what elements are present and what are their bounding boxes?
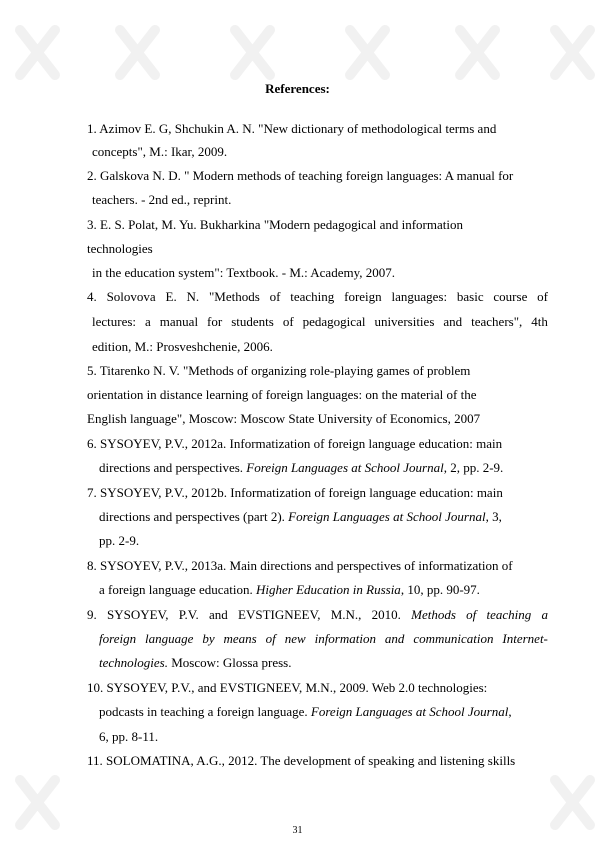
ref-7-line-2: directions and perspectives (part 2). Foreign Languages at School Journal, 3, bbox=[99, 509, 502, 524]
ref-9-line-2: foreign language by means of new information and communication Internet- bbox=[99, 631, 548, 646]
ref-3-line-2: technologies bbox=[87, 241, 153, 256]
ref-7-line-1: 7. SYSOYEV, P.V., 2012b. Informatization of foreign language education: main bbox=[87, 485, 503, 500]
ref-9-line-1: 9. SYSOYEV, P.V. and EVSTIGNEEV, M.N., 2010. Methods of teaching a bbox=[87, 607, 548, 622]
ref-2-line-1: 2. Galskova N. D. " Modern methods of teaching foreign languages: A manual for bbox=[87, 168, 514, 183]
ref-1-line-1: 1. Azimov E. G, Shchukin A. N. "New dictionary of methodological terms and bbox=[87, 121, 497, 136]
ref-1-line-2: concepts", M.: Ikar, 2009. bbox=[92, 144, 228, 159]
ref-2-line-2: teachers. - 2nd ed., reprint. bbox=[92, 192, 232, 207]
ref-6-line-2: directions and perspectives. Foreign Languages at School Journal, 2, pp. 2-9. bbox=[99, 460, 504, 475]
ref-4-line-3: edition, M.: Prosveshchenie, 2006. bbox=[92, 339, 273, 354]
ref-8-line-1: 8. SYSOYEV, P.V., 2013a. Main directions and perspectives of informatization of bbox=[87, 558, 513, 573]
ref-4-line-2: lectures: a manual for students of pedagogical universities and teachers", 4th bbox=[92, 314, 548, 329]
ref-10-line-1: 10. SYSOYEV, P.V., and EVSTIGNEEV, M.N., 2009. Web 2.0 technologies: bbox=[87, 680, 488, 695]
ref-11-line-1: 11. SOLOMATINA, A.G., 2012. The development of speaking and listening skills bbox=[87, 753, 516, 768]
ref-3-line-3: in the education system": Textbook. - M.: Academy, 2007. bbox=[92, 265, 395, 280]
ref-3-line-1: 3. E. S. Polat, M. Yu. Bukharkina "Modern pedagogical and information bbox=[87, 217, 463, 232]
ref-7-line-3: pp. 2-9. bbox=[99, 533, 140, 548]
page-number: 31 bbox=[292, 825, 303, 836]
ref-8-line-2: a foreign language education. Higher Education in Russia, 10, pp. 90-97. bbox=[99, 582, 480, 597]
page-title: References: bbox=[265, 81, 330, 96]
ref-10-line-3: 6, pp. 8-11. bbox=[99, 729, 159, 744]
ref-6-line-1: 6. SYSOYEV, P.V., 2012a. Informatization of foreign language education: main bbox=[87, 436, 503, 451]
ref-9-line-3: technologies. Moscow: Glossa press. bbox=[99, 655, 292, 670]
ref-5-line-3: English language", Moscow: Moscow State University of Economics, 2007 bbox=[87, 411, 481, 426]
ref-5-line-1: 5. Titarenko N. V. "Methods of organizing role-playing games of problem bbox=[87, 363, 471, 378]
ref-4-line-1: 4. Solovova E. N. "Methods of teaching foreign languages: basic course of bbox=[87, 289, 548, 304]
ref-5-line-2: orientation in distance learning of foreign languages: on the material of the bbox=[87, 387, 477, 402]
ref-10-line-2: podcasts in teaching a foreign language. Foreign Languages at School Journal, bbox=[99, 704, 512, 719]
